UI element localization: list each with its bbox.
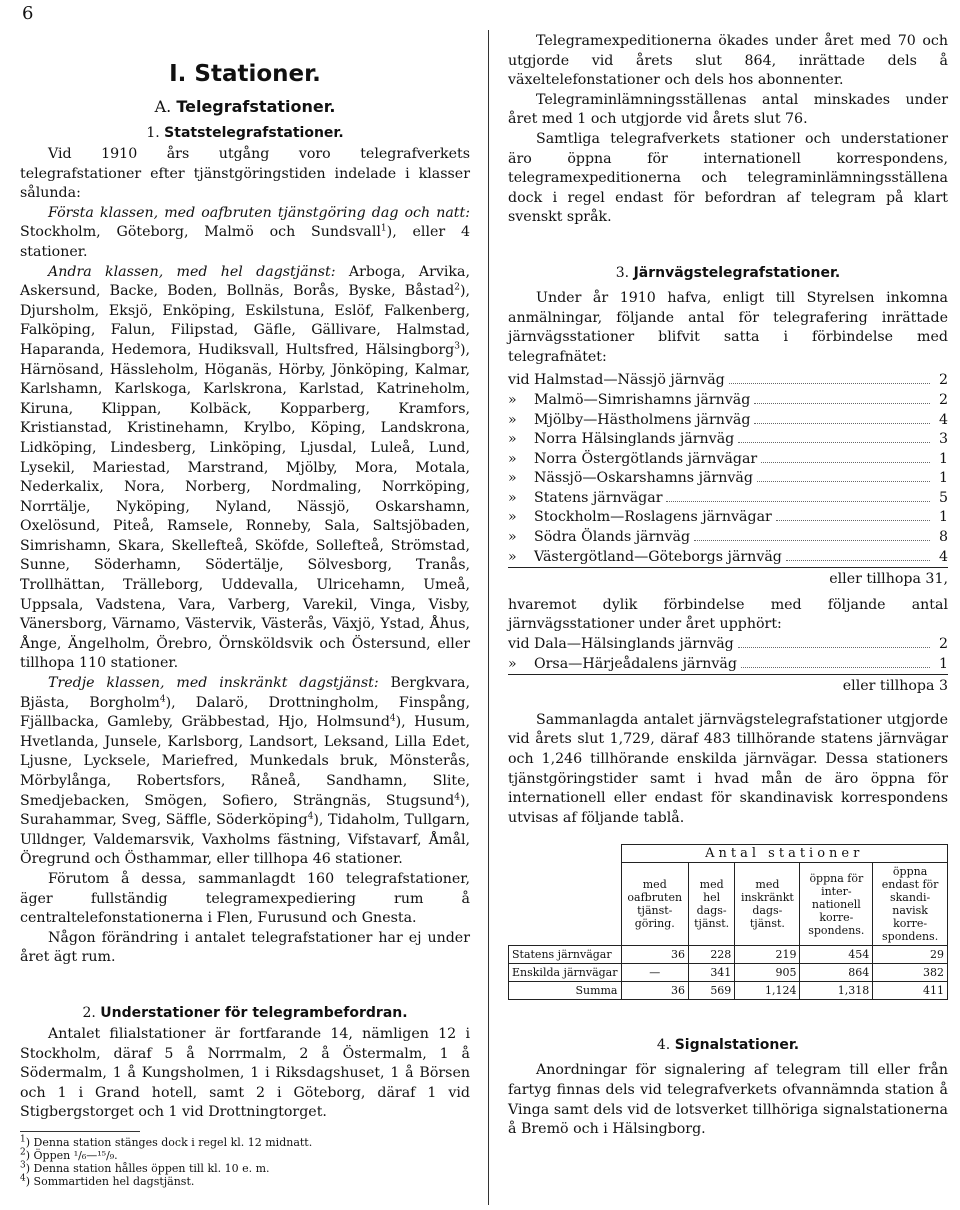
footnote: $^4$) Sommartiden hel dagstjänst.: [20, 1173, 195, 1188]
paragraph-submission-points: Telegraminlämningsställenas antal minskades under året med 1 och utgjorde vid årets slut 76.: [508, 91, 948, 128]
paragraph-filial-stations: Antalet filialstationer är fortfarande 14, nämligen 12 i Stockholm, däraf 5 å Norrmalm, 2 å Östermalm, 1 å Södermalm, 1 å Kungsholmen, 1 i Riksdagshuset, 1 å Börsen och 1 i Grand hotell, samt 2 i Göteborg, däraf 1 vid Stigbergstorget och 1 vid Drottningtorget.: [20, 1025, 470, 1121]
table-cell: 1,318: [800, 982, 873, 1000]
list-item: » Norra Hälsinglands järnväg 3: [508, 431, 948, 448]
column-header: öppna endast för skandi-navisk korre-spondens.: [873, 863, 948, 946]
table-cell: 569: [688, 982, 734, 1000]
table-cell: 29: [873, 946, 948, 964]
list-item: vid Dala—Hälsinglands järnväg 2: [508, 636, 948, 653]
list-item: » Norra Östergötlands järnvägar 1: [508, 450, 948, 467]
railway-list-removed: [508, 635, 948, 675]
paragraph-railway-intro: Under år 1910 hafva, enligt till Styrelsen inkomna anmälningar, följande antal för telegrafering inrättade järnvägsstationer blifvit satta i förbindelse med telegrafnätet:: [508, 289, 948, 365]
chapter-title: I. Stationer.: [169, 61, 321, 87]
footnote-rule: [20, 1131, 140, 1132]
subsection-title-4: 4. Signalstationer.: [656, 1037, 800, 1054]
table-cell: 36: [621, 982, 688, 1000]
column-header: med hel dags-tjänst.: [688, 863, 734, 946]
paragraph-central-stations: Förutom å dessa, sammanlagdt 160 telegrafstationer, äger fullständig telegramexpediering rum å centraltelefonstationerna i Flen, Furusund och Gnesta.: [20, 870, 470, 927]
list-item: vid Halmstad—Nässjö järnväg 2: [508, 372, 948, 389]
subsection-title-3: 3. Järnvägstelegrafstationer.: [615, 264, 841, 281]
paragraph-railway-sum: Sammanlagda antalet järnvägstelegrafstationer utgjorde vid årets slut 1,729, däraf 483 tillhörande statens järnvägar och 1,246 tillhörande enskilda järnvägar. Dessa stationers tjänstgöringstider samt i hvad mån de äro öppna för internationell eller endast för skandinavisk korrespondens utvisas af följande tablå.: [508, 711, 948, 826]
table-cell: 36: [621, 946, 688, 964]
table-cell: 864: [800, 964, 873, 982]
list-item: » Statens järnvägar 5: [508, 489, 948, 506]
sum-label: Summa: [509, 982, 622, 1000]
railway-list-added: [508, 371, 948, 568]
paragraph-third-class: Tredje klassen, med inskränkt dagstjänst: Bergkvara, Bjästa, Borgholm$^4$), Dalarö, Drottningholm, Finspång, Fjällbacka, Gamleby, Gräbbestad, Hjo, Holmsund$^4$), Husum, Hvetlanda, Junsele, Karlsborg, Landsort, Leksand, Lilla Edet, Ljusne, Lycksele, Mariefred, Munkedals bruk, Mönsterås, Mörbylånga, Robertsfors, Råneå, Sandhamn, Slite, Smedjebacken, Smögen, Sofiero, Strängnäs, Stugsund$^4$), Surahammar, Sveg, Säffle, Söderköping$^4$), Tidaholm, Tullgarn, Ulldnger, Valdemarsvik, Vaxholms fästning, Vifstavarf, Åmål, Öregrund och Östhammar, eller tillhopa 46 stationer.: [20, 675, 471, 868]
subsection-title-2: 2. Understationer för telegrambefordran.: [82, 1004, 408, 1021]
column-header: öppna för inter-nationell korre-spondens.: [800, 863, 873, 946]
column-header: med inskränkt dags-tjänst.: [735, 863, 800, 946]
total-added: eller tillhopa 31,: [829, 571, 948, 588]
table-group-header: Antal stationer: [621, 845, 948, 863]
footnote: $^1$) Denna station stänges dock i regel kl. 12 midnatt.: [20, 1134, 313, 1149]
subsection-title-1: 1. Statstelegrafstationer.: [146, 125, 344, 141]
list-item: » Malmö—Simrishamns järnväg 2: [508, 391, 948, 408]
row-label: Statens järnvägar: [509, 946, 622, 964]
column-header: med oafbruten tjänst-göring.: [621, 863, 688, 946]
paragraph-expeditions: Telegramexpeditionerna ökades under året med 70 och utgjorde vid årets slut 864, inrättade dels å växeltelefonstationer och dels hos abonnenter.: [508, 33, 948, 89]
table-cell: 228: [688, 946, 734, 964]
column-divider: [488, 30, 489, 1205]
table-sum-row: [509, 982, 948, 1000]
section-title-a: A. Telegrafstationer.: [154, 97, 336, 116]
table-cell: —: [621, 964, 688, 982]
table-cell: 219: [735, 946, 800, 964]
table-cell: 382: [873, 964, 948, 982]
table-cell: 341: [688, 964, 734, 982]
list-item: » Stockholm—Roslagens järnvägar 1: [508, 509, 948, 526]
list-item: » Mjölby—Hästholmens järnväg 4: [508, 411, 948, 428]
table-corner: [509, 845, 622, 946]
total-removed: eller tillhopa 3: [842, 678, 948, 695]
paragraph-signal-stations: Anordningar för signalering af telegram till eller från fartyg finnas dels vid telegrafverkets ofvannämnda station å Vinga samt dels vid de lotsverket tillhöriga signalstationerna å Bremö och i Hälsingborg.: [508, 1062, 948, 1138]
footnote: $^3$) Denna station hålles öppen till kl. 10 e. m.: [20, 1160, 270, 1175]
left-column: [20, 32, 470, 1188]
table-row: [509, 946, 948, 964]
table-cell: 454: [800, 946, 873, 964]
paragraph-no-change: Någon förändring i antalet telegrafstationer har ej under året ägt rum.: [20, 929, 470, 966]
paragraph-second-class: Andra klassen, med hel dagstjänst: Arboga, Arvika, Askersund, Backe, Boden, Bollnäs, Borås, Byske, Båstad$^2$), Djursholm, Eksjö, Enköping, Eskilstuna, Eslöf, Falkenberg, Falköping, Falun, Filipstad, Gäfle, Gällivare, Halmstad, Haparanda, Hedemora, Hudiksvall, Hultsfred, Hälsingborg$^3$), Härnösand, Hässleholm, Höganäs, Hörby, Jönköping, Kalmar, Karlshamn, Karlskoga, Karlskrona, Karlstad, Katrineholm, Kiruna, Klippan, Kolbäck, Kopparberg, Kramfors, Kristianstad, Kristinehamn, Krylbo, Köping, Landskrona, Lidköping, Lindesberg, Linköping, Ljusdal, Luleå, Lund, Lysekil, Mariestad, Marstrand, Mjölby, Mora, Motala, Nederkalix, Nora, Norberg, Nordmaling, Norrköping, Norrtälje, Nyköping, Nyland, Nässjö, Oskarshamn, Oxelösund, Piteå, Ramsele, Ronneby, Sala, Saltsjöbaden, Simrishamn, Skara, Skellefteå, Sköfde, Sollefteå, Strömstad, Sunne, Söderhamn, Södertälje, Sölvesborg, Tranås, Trollhättan, Trälleborg, Uddevalla, Ulricehamn, Umeå, Uppsala, Vadstena, Vara, Varberg, Varekil, Vinga, Visby, Vänersborg, Värnamo, Västervik, Västerås, Växjö, Ystad, Åhus, Ånge, Ängelholm, Örebro, Örnsköldsvik och Östersund, eller tillhopa 110 stationer.: [20, 263, 470, 672]
page-number: 6: [22, 3, 34, 24]
table-row: [509, 964, 948, 982]
table-cell: 1,124: [735, 982, 800, 1000]
paragraph-international: Samtliga telegrafverkets stationer och understationer äro öppna för internationell korrespondens, telegramexpeditionerna och telegraminlämningsställena dock i regel endast för befordran af telegram på klart svenskt språk.: [508, 130, 948, 226]
list-item: » Orsa—Härjeådalens järnväg 1: [508, 655, 948, 676]
row-label: Enskilda järnvägar: [509, 964, 622, 982]
table-cell: 905: [735, 964, 800, 982]
list-item: » Nässjö—Oskarshamns järnväg 1: [508, 470, 948, 487]
right-column: [508, 32, 948, 1140]
list-item: » Södra Ölands järnväg 8: [508, 529, 948, 546]
paragraph-first-class: Första klassen, med oafbruten tjänstgöring dag och natt: Stockholm, Göteborg, Malmö och Sundsvall$^1$), eller 4 stationer.: [20, 204, 470, 260]
list-item: » Västergötland—Göteborgs järnväg 4: [508, 548, 948, 569]
table-cell: 411: [873, 982, 948, 1000]
paragraph-intro: Vid 1910 års utgång voro telegrafverkets telegrafstationer efter tjänstgöringstiden indelade i klasser sålunda:: [20, 146, 470, 202]
stations-table: [508, 844, 948, 1000]
paragraph-discontinued: hvaremot dylik förbindelse med följande antal järnvägsstationer under året upphört:: [508, 596, 948, 633]
footnote: $^2$) Öppen ¹/₆—¹⁵/₉.: [20, 1147, 118, 1162]
